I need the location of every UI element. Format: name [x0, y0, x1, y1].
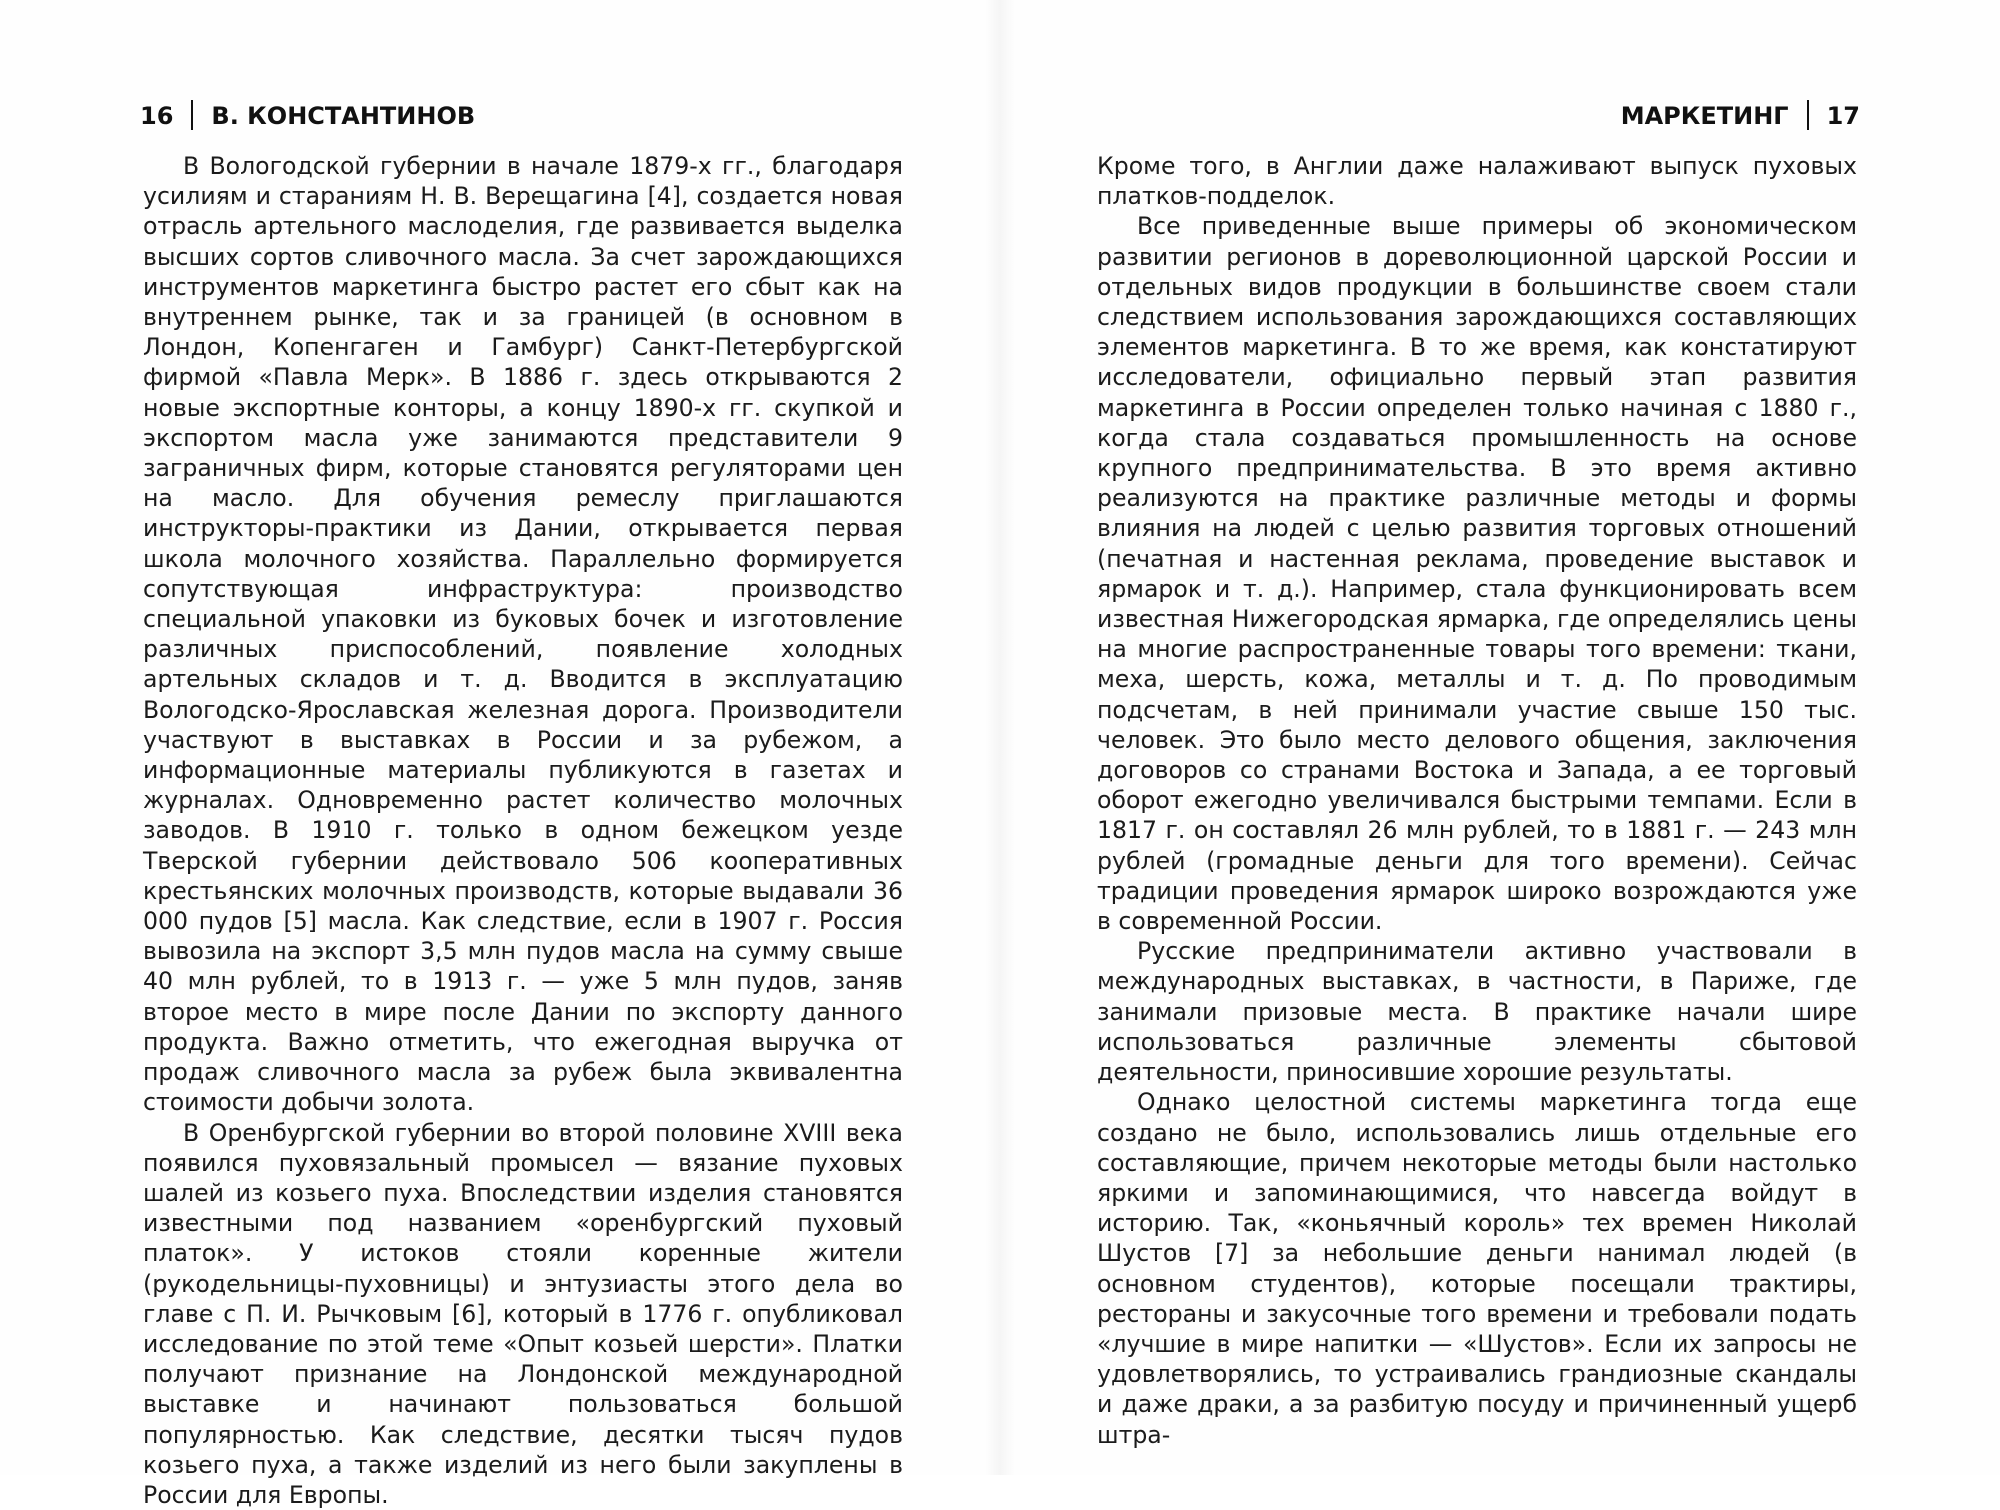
right-page-number: 17: [1827, 102, 1860, 130]
left-page-number: 16: [140, 102, 173, 130]
continued-paragraph: Кроме того, в Англии даже налаживают выпуск пуховых платков-подделок.: [1097, 151, 1857, 211]
paragraph: Все приведенные выше примеры об экономическом развитии регионов в дореволюционной царской России и отдельных видов продукции в большинстве своем стали следствием использования зарождающихся составляющих элементов маркетинга. В то же время, как констатируют исследователи, официально первый этап развития маркетинга в России определен только начиная с 1880 г., когда стала создаваться промышленность на основе крупного предпринимательства. В это время активно реализуются на практике различные методы и формы влияния на людей с целью развития торговых отношений (печатная и настенная реклама, проведение выставок и ярмарок и т. д.). Например, стала функционировать всем известная Нижегородская ярмарка, где определялись цены на многие распространенные товары того времени: ткани, меха, шерсть, кожа, металлы и т. д. По проводимым подсчетам, в ней принимали участие свыше 150 тыс. человек. Это было место делового общения, заключения договоров со странами Востока и Запада, а ее торговый оборот ежегодно увеличивался быстрыми темпами. Если в 1817 г. он составлял 26 млн рублей, то в 1881 г. — 243 млн рублей (громадные деньги для того времени). Сейчас традиции проведения ярмарок широко возрождаются уже в современной России.: [1097, 211, 1857, 936]
left-running-head: [140, 96, 475, 136]
left-body-text: [143, 151, 903, 1510]
right-running-head: [1621, 96, 1860, 136]
paragraph: Русские предприниматели активно участвовали в международных выставках, в частности, в Париже, где занимали призовые места. В практике начали шире использоваться различные элементы сбытовой деятельности, приносившие хорошие результаты.: [1097, 936, 1857, 1087]
right-page: [1000, 0, 2000, 1475]
paragraph: В Вологодской губернии в начале 1879-х гг., благодаря усилиям и стараниям Н. В. Верещагина [4], создается новая отрасль артельного маслоделия, где развивается выделка высших сортов сливочного масла. За счет зарождающихся инструментов маркетинга быстро растет его сбыт как на внутреннем рынке, так и за границей (в основном в Лондон, Копенгаген и Гамбург) Санкт-Петербургской фирмой «Павла Мерк». В 1886 г. здесь открываются 2 новые экспортные конторы, а концу 1890-х гг. скупкой и экспортом масла уже занимаются представители 9 заграничных фирм, которые становятся регуляторами цен на масло. Для обучения ремеслу приглашаются инструкторы-практики из Дании, открывается первая школа молочного хозяйства. Параллельно формируется сопутствующая инфраструктура: производство специальной упаковки из буковых бочек и изготовление различных приспособлений, появление холодных артельных складов и т. д. Вводится в эксплуатацию Вологодско-Ярославская железная дорога. Производители участвуют в выставках в России и за рубежом, а информационные материалы публикуются в газетах и журналах. Одновременно растет количество молочных заводов. В 1910 г. только в одном бежецком уезде Тверской губернии действовало 506 кооперативных крестьянских молочных производств, которые выдавали 36 000 пудов [5] масла. Как следствие, если в 1907 г. Россия вывозила на экспорт 3,5 млн пудов масла на сумму свыше 40 млн рублей, то в 1913 г. — уже 5 млн пудов, заняв второе место в мире после Дании по экспорту данного продукта. Важно отметить, что ежегодная выручка от продаж сливочного масла за рубеж была эквивалентна стоимости добычи золота.: [143, 151, 903, 1118]
paragraph: В Оренбургской губернии во второй половине XVIII века появился пуховязальный промысел — вязание пуховых шалей из козьего пуха. Впоследствии изделия становятся известными под названием «оренбургский пуховый платок». У истоков стояли коренные жители (рукодельницы-пуховницы) и энтузиасты этого дела во главе с П. И. Рычковым [6], который в 1776 г. опубликовал исследование по этой теме «Опыт козьей шерсти». Платки получают признание на Лондонской международной выставке и начинают пользоваться большой популярностью. Как следствие, десятки тысяч пудов козьего пуха, а также изделий из него были закуплены в России для Европы.: [143, 1118, 903, 1510]
header-divider: [1807, 100, 1809, 130]
left-author-name: В. КОНСТАНТИНОВ: [211, 102, 475, 130]
paragraph: Однако целостной системы маркетинга тогда еще создано не было, использовались лишь отдельные его составляющие, причем некоторые методы были настолько яркими и запоминающимися, что навсегда войдут в историю. Так, «коньячный король» тех времен Николай Шустов [7] за небольшие деньги нанимал людей (в основном студентов), которые посещали трактиры, рестораны и закусочные того времени и требовали подать «лучшие в мире напитки — «Шустов». Если их запросы не удовлетворялись, то устраивались грандиозные скандалы и даже драки, а за разбитую посуду и причиненный ущерб штра-: [1097, 1087, 1857, 1449]
right-body-text: [1097, 151, 1857, 1450]
right-section-title: МАРКЕТИНГ: [1621, 102, 1789, 130]
header-divider: [191, 100, 193, 130]
left-page: [0, 0, 1000, 1475]
